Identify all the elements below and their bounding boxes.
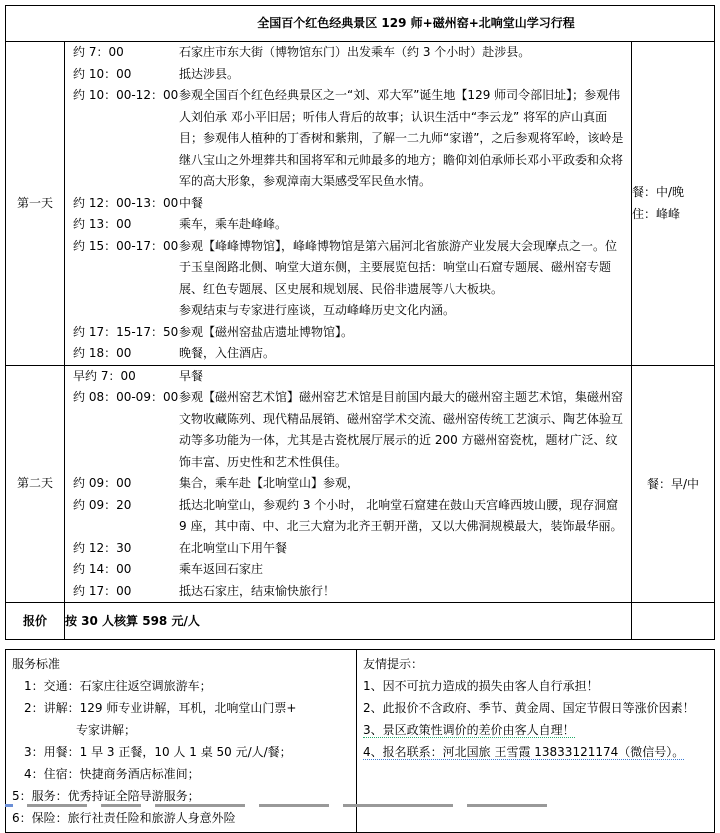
event-row: 约 18：00 晚餐，入住酒店。 bbox=[73, 346, 276, 360]
cropped-footer-text bbox=[5, 797, 714, 807]
meal-note: 餐：早/中 bbox=[646, 476, 700, 491]
list-item: 1、因不可抗力造成的损失由客人自行承担！ bbox=[363, 679, 599, 693]
event-row: 约 14：00 乘车返回石家庄 bbox=[73, 562, 264, 576]
event-row: 约 15：00-17：00 参观【峰峰博物馆】，峰峰博物馆是第六届河北省旅游产业发展大会现摩点之一。位于玉皇阁路北侧、响堂大道东侧，主要展览包括：响堂山石窟专题展、磁州窑专题展、红色专题展、区史展和规划展、民俗非遗展等八大板块。 bbox=[73, 238, 618, 296]
title-row bbox=[6, 6, 715, 42]
day-2-row bbox=[6, 365, 715, 603]
day-2-label: 第二天 bbox=[6, 365, 65, 603]
price-value: 按 30 人核算 598 元/人 bbox=[65, 603, 632, 640]
event-row: 约 08：00-09：00 参观【磁州窑艺术馆】磁州窑艺术馆是目前国内最大的磁州窑主题艺术馆，集磁州窑文物收藏陈列、现代精品展销、磁州窑学术交流、磁州窑传统工艺演示、陶艺体验互动等多功能为一体，尤其是古瓷枕展厅展示的近 200 方磁州窑瓷枕，题材广泛、纹饰丰富、历史性和艺术性俱佳。 bbox=[73, 390, 624, 469]
itinerary-document bbox=[5, 5, 714, 833]
event-row: 约 12：30 在北响堂山下用午餐 bbox=[73, 540, 288, 555]
day-2-notes bbox=[632, 365, 715, 603]
event-row: 早约 7：00 早餐 bbox=[73, 368, 204, 383]
day-2-events bbox=[65, 365, 632, 603]
event-row: 参观结束与专家进行座谈，互动峰峰历史文化内涵。 bbox=[179, 303, 456, 317]
event-row: 约 12：00-13：00 中餐 bbox=[73, 195, 204, 210]
event-row: 约 09：00 集合，乘车赴【北响堂山】参观， bbox=[73, 476, 360, 490]
list-item: 1：交通：石家庄往返空调旅游车； bbox=[24, 679, 212, 693]
price-blank-cell bbox=[632, 603, 715, 640]
day-1-row bbox=[6, 42, 715, 366]
tips-title: 友情提示： bbox=[363, 657, 424, 671]
list-item: 5：服务：优秀持证全陪导游服务； bbox=[12, 789, 200, 803]
day-1-notes bbox=[632, 42, 715, 366]
list-item: 3、景区政策性调价的差价由客人自理！ bbox=[363, 723, 575, 737]
itinerary-table bbox=[5, 5, 715, 640]
event-row: 约 09：20 抵达北响堂山，参观约 3 个小时， 北响堂石窟建在鼓山天宫峰西坡山腰，现存洞窟 9 座，其中南、中、北三大窟为北齐王朝开凿，又以大佛洞规模最大，装饰最华丽。 bbox=[73, 497, 623, 533]
lodging-note: 住：峰峰 bbox=[632, 207, 681, 222]
event-row: 约 7：00 石家庄市东大街（博物馆东门）出发乘车（约 3 个小时）赴涉县。 bbox=[73, 45, 531, 59]
list-item: 6：保险：旅行社责任险和旅游人身意外险 bbox=[12, 811, 236, 825]
list-item: 专家讲解； bbox=[76, 723, 137, 737]
list-item: 4：住宿：快捷商务酒店标准间； bbox=[24, 767, 200, 781]
list-item: 2、此报价不含政府、季节、黄金周、国定节假日等涨价因素！ bbox=[363, 701, 695, 715]
day-1-events bbox=[65, 42, 632, 366]
event-row: 约 13：00 乘车，乘车赴峰峰。 bbox=[73, 217, 288, 231]
event-row: 约 10：00-12：00 参观全国百个红色经典景区之一“刘、邓大军”诞生地【129 师司令部旧址】；参观伟人刘伯承 邓小平旧居；听伟人背后的故事；认识生活中“李云龙” 将军的庐山真面目；参观伟人植种的丁香树和紫荆，了解一二九师“家谱”，之后参观将军岭，该岭是继八宝山之外埋葬共和国将军和元帅最多的地方；瞻仰刘伯承师长邓小平政委和众将军的高大形象，参观漳南大渠感受军民鱼水情。 bbox=[73, 88, 624, 188]
price-row bbox=[6, 603, 715, 640]
list-item: 4、报名联系：河北国旅 王雪霞 13833121174（微信号）。 bbox=[363, 745, 685, 759]
list-item: 3：用餐：1 早 3 正餐，10 人 1 桌 50 元/人/餐； bbox=[24, 745, 292, 759]
event-row: 约 17：00 抵达石家庄，结束愉快旅行！ bbox=[73, 583, 336, 598]
event-row: 约 17：15-17：50 参观【磁州窑盐店遗址博物馆】。 bbox=[73, 324, 354, 339]
event-row: 约 10：00 抵达涉县。 bbox=[73, 66, 240, 81]
day-1-label: 第一天 bbox=[6, 42, 65, 366]
service-title: 服务标准 bbox=[12, 657, 61, 671]
list-item: 2：讲解：129 师专业讲解，耳机，北响堂山门票+ bbox=[24, 701, 297, 715]
meal-note: 餐：中/晚 bbox=[632, 185, 685, 200]
price-label: 报价 bbox=[6, 603, 65, 640]
page-title: 全国百个红色经典景区 129 师+磁州窑+北响堂山学习行程 bbox=[257, 16, 575, 31]
